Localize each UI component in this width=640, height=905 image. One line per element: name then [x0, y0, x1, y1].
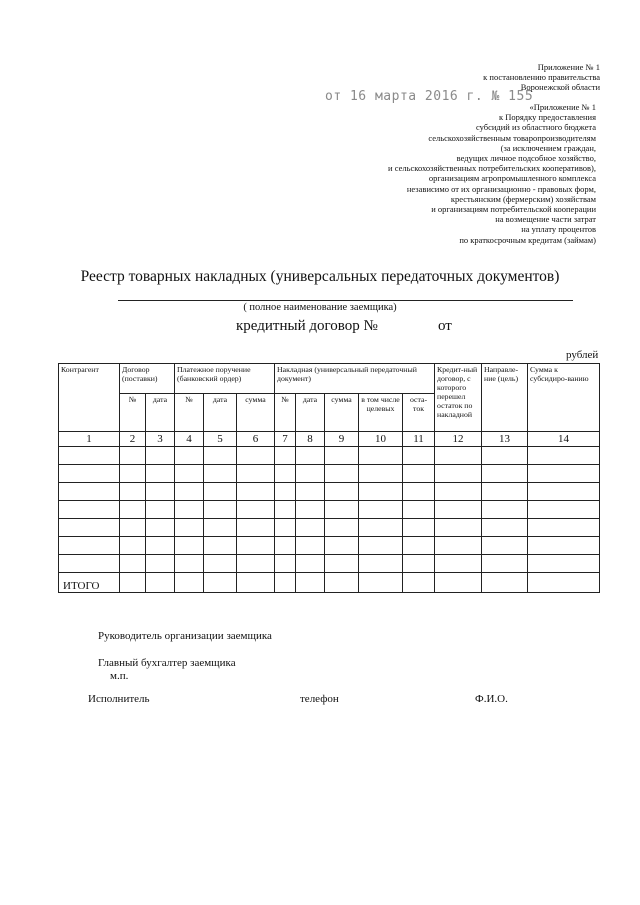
borrower-name-line: [118, 300, 573, 301]
table-row: [59, 555, 600, 573]
appendix-sub-line: организациям агропромышленного комплекса: [428, 173, 596, 184]
col-header-payment-order: Платежное поручение (банковский ордер): [175, 364, 275, 394]
subheader-invoice-sum: сумма: [325, 394, 359, 432]
column-number: 2: [120, 432, 146, 447]
credit-agreement-label: кредитный договор №: [236, 318, 378, 334]
column-number: 1: [59, 432, 120, 447]
table-row: [59, 465, 600, 483]
subheader-payment-number: №: [175, 394, 204, 432]
appendix-sub-line: по краткосрочным кредитам (займам): [459, 234, 596, 245]
column-number: 3: [146, 432, 175, 447]
fio-label: Ф.И.О.: [475, 693, 508, 705]
appendix-sub-line: независимо от их организационно - правовых форм,: [406, 183, 596, 194]
column-number: 7: [275, 432, 296, 447]
decree-date-stamp: от 16 марта 2016 г. № 155: [325, 89, 534, 104]
subheader-payment-date: дата: [204, 394, 237, 432]
column-number: 8: [296, 432, 325, 447]
column-number: 5: [204, 432, 237, 447]
appendix-sub-line: на уплату процентов: [521, 224, 596, 235]
appendix-sub-line: (за исключением граждан,: [500, 142, 596, 153]
appendix-header-line: к постановлению правительства: [483, 72, 600, 83]
appendix-sub-line: «Приложение № 1: [529, 102, 596, 112]
table-row: [59, 519, 600, 537]
appendix-sub-line: к Порядку предоставления: [498, 112, 596, 123]
subheader-invoice-rest: оста-ток: [403, 394, 435, 432]
col-header-credit-agreement: Кредит-ный договор, с которого перешел остаток по накладной: [435, 364, 482, 432]
column-number: 4: [175, 432, 204, 447]
appendix-sub-line: сельскохозяйственным товаропроизводителям: [428, 132, 596, 143]
table-row: [59, 501, 600, 519]
signature-accountant: Главный бухгалтер заемщика: [98, 657, 236, 669]
subheader-invoice-number: №: [275, 394, 296, 432]
appendix-subheader: [388, 102, 596, 245]
appendix-sub-line: крестьянским (фермерским) хозяйствам: [450, 193, 596, 204]
appendix-header-line: Приложение № 1: [537, 62, 600, 72]
col-header-counterparty: Контрагент: [59, 364, 120, 432]
appendix-sub-line: ведущих личное подсобное хозяйство,: [456, 153, 596, 164]
appendix-sub-line: и сельскохозяйственных потребительских кооперативов),: [388, 163, 596, 174]
col-header-invoice: Накладная (универсальный передаточный документ): [275, 364, 435, 394]
table-row: [59, 537, 600, 555]
executor-label: Исполнитель: [88, 693, 150, 705]
subheader-invoice-targeted: в том числе целевых: [359, 394, 403, 432]
column-number: 10: [359, 432, 403, 447]
subheader-payment-sum: сумма: [237, 394, 275, 432]
phone-label: телефон: [300, 693, 339, 705]
column-number: 12: [435, 432, 482, 447]
document-title: Реестр товарных накладных (универсальных передаточных документов): [80, 268, 560, 285]
col-header-direction: Направле-ние (цель): [482, 364, 528, 432]
subheader-contract-date: дата: [146, 394, 175, 432]
column-number: 6: [237, 432, 275, 447]
invoice-registry-table: [58, 363, 600, 593]
seal-label: м.п.: [110, 670, 129, 682]
credit-agreement-from: от: [438, 318, 452, 334]
signature-head: Руководитель организации заемщика: [98, 630, 272, 642]
currency-label: рублей: [566, 349, 599, 361]
subheader-contract-number: №: [120, 394, 146, 432]
col-header-subsidy-sum: Сумма к субсидиро-ванию: [528, 364, 600, 432]
total-label: ИТОГО: [59, 573, 120, 593]
table-row: [59, 483, 600, 501]
subheader-invoice-date: дата: [296, 394, 325, 432]
appendix-header-line: Воронежской области: [520, 82, 600, 93]
appendix-sub-line: и организациям потребительской кооперации: [431, 204, 596, 215]
column-number: 14: [528, 432, 600, 447]
total-row: [59, 573, 600, 593]
appendix-sub-line: на возмещение части затрат: [495, 214, 596, 225]
table-row: [59, 447, 600, 465]
col-header-contract: Договор (поставки): [120, 364, 175, 394]
column-number: 11: [403, 432, 435, 447]
borrower-name-caption: ( полное наименование заемщика): [243, 302, 397, 313]
appendix-sub-line: субсидий из областного бюджета: [475, 122, 596, 133]
column-number: 13: [482, 432, 528, 447]
column-number: 9: [325, 432, 359, 447]
